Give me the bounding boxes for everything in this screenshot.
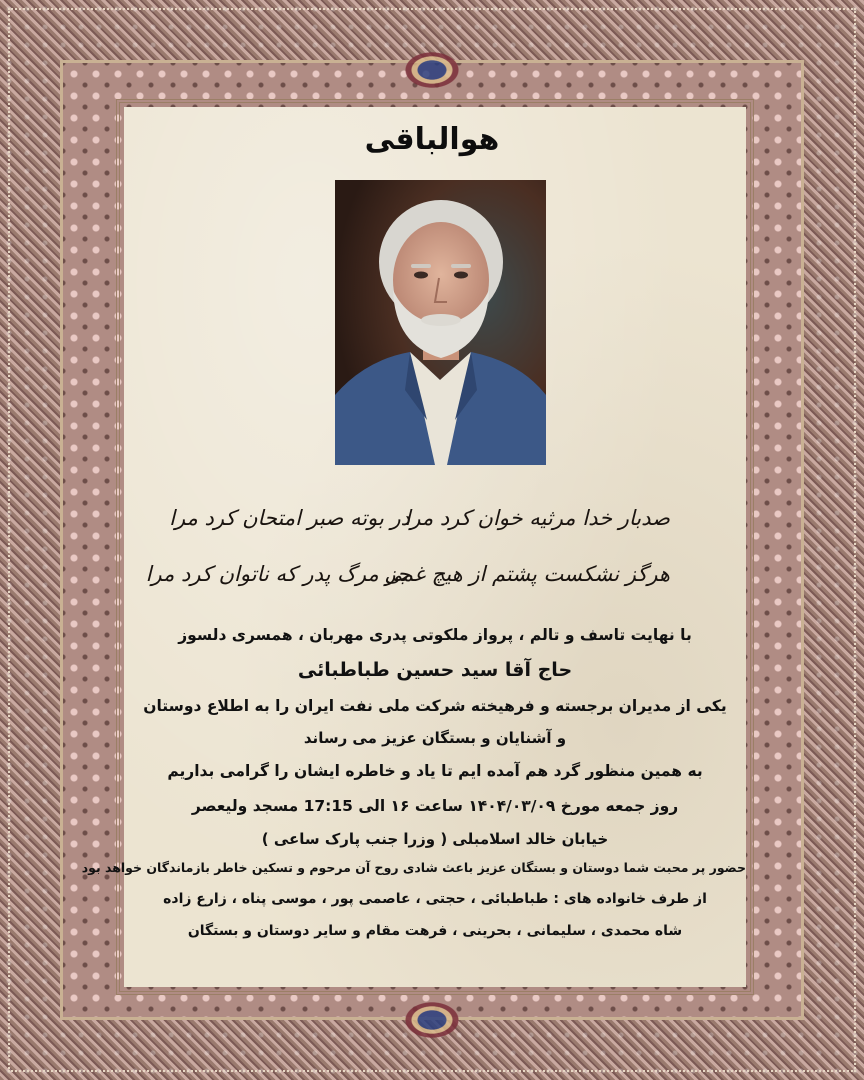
announcement-line: حضور پر محبت شما دوستان و بستگان عزیز باعث شادی روح آن مرحوم و تسکین خاطر بازماندگان خواهد بود [81, 860, 746, 875]
ceremony-address: خیابان خالد اسلامبلی ( وزرا جنب پارک ساعی ) [261, 830, 609, 848]
family-names: شاه محمدی ، سلیمانی ، بحرینی ، فرهت مقام و سایر دوستان و بستگان [187, 923, 683, 939]
family-names: از طرف خانواده های : طباطبائی ، حجتی ، عاصمی پور ، موسی پناه ، زارع زاده [163, 891, 707, 907]
announcement-line: یکی از مدیران برجسته و فرهیخته شرکت ملی نفت ایران را به اطلاع دوستان [143, 697, 727, 715]
poem-hemistich: جز مرگ پدر که ناتوان کرد مرا [145, 562, 410, 586]
announcement-text [81, 620, 746, 946]
announcement-line: به همین منظور گرد هم آمده ایم تا یاد و خاطره ایشان را گرامی بداریم [167, 762, 703, 780]
poem-hemistich: هرگز نشکست پشتم از هیچ غمی [384, 562, 670, 586]
announcement-intro: با نهایت تاسف و تالم ، پرواز ملکوتی پدری مهربان ، همسری دلسوز [178, 626, 692, 644]
portrait-photo [335, 180, 546, 465]
bottom-medallion-icon [387, 990, 477, 1050]
poem-verse [169, 490, 670, 546]
ceremony-date-time: روز جمعه مورخ ۱۴۰۴/۰۳/۰۹ ساعت ۱۶ الی 17:15 مسجد ولیعصر [191, 797, 679, 815]
announcement-line: و آشنایان و بستگان عزیز می رساند [303, 729, 567, 747]
portrait-icon [335, 180, 546, 465]
poem-hemistich: صدبار خدا مرثیه خوان کرد مرا [404, 506, 670, 530]
poem-verse [145, 546, 670, 602]
deceased-name: حاج آقا سید حسین طباطبائی [297, 659, 573, 681]
top-medallion-icon [387, 40, 477, 100]
poem-hemistich: در بوته صبر امتحان کرد مرا [169, 506, 410, 530]
page-title: هوالباقی [364, 122, 500, 157]
poem-block [145, 490, 670, 600]
